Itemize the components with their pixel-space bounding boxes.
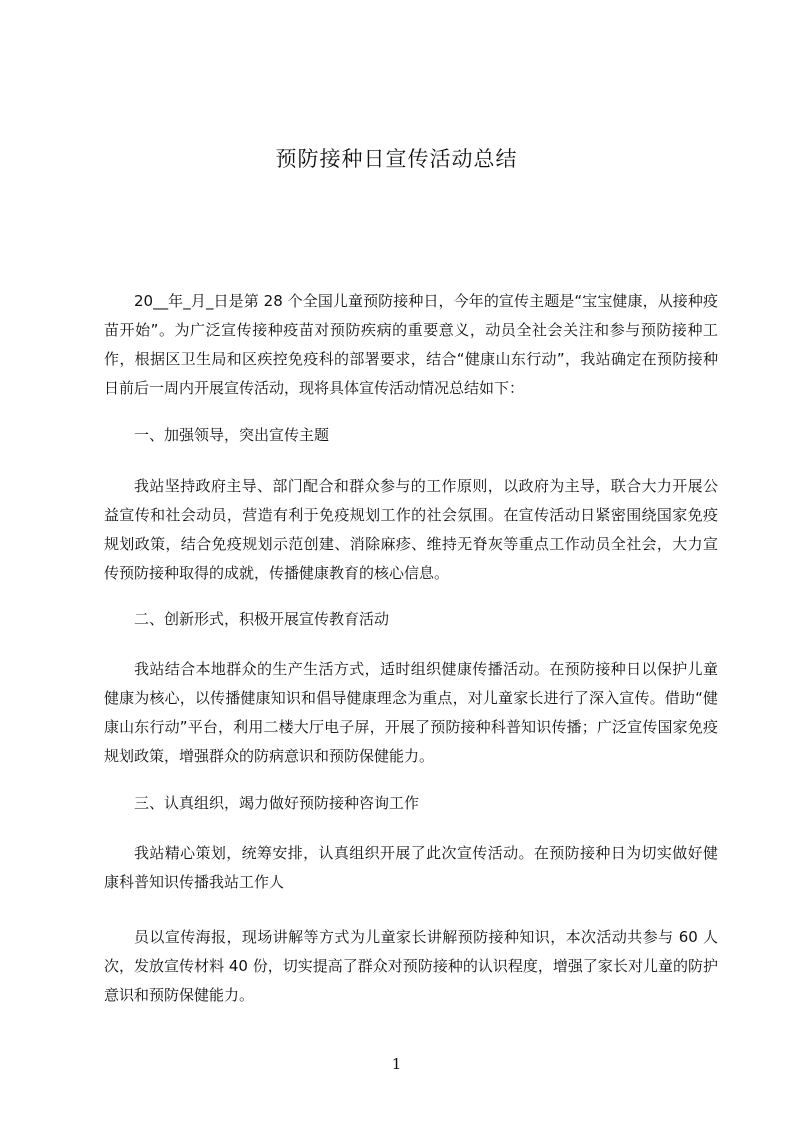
section-3-paragraph-2: 员以宣传海报，现场讲解等方式为儿童家长讲解预防接种知识，本次活动共参与 60 人次，发放宣传材料 40 份，切实提高了群众对预防接种的认识程度，增强了家长对儿童的防护意识和预防保健能力。 xyxy=(104,928,718,1004)
section-2-paragraph: 我站结合本地群众的生产生活方式，适时组织健康传播活动。在预防接种日以保护儿童健康为核心，以传播健康知识和倡导健康理念为重点，对儿童家长进行了深入宣传。借助“健康山东行动”平台，利用二楼大厅电子屏，开展了预防接种科普知识传播；广泛宣传国家免疫规划政策，增强群众的防病意识和预防保健能力。 xyxy=(104,660,718,765)
section-3-heading: 三、认真组织，竭力做好预防接种咨询工作 xyxy=(134,794,420,812)
intro-paragraph: 20__年_月_日是第 28 个全国儿童预防接种日，今年的宣传主题是“宝宝健康，从接种疫苗开始”。为广泛宣传接种疫苗对预防疾病的重要意义，动员全社会关注和参与预防接种工作，根据区卫生局和区疾控免疫科的部署要求，结合“健康山东行动”，我站确定在预防接种日前后一周内开展宣传活动，现将具体宣传活动情况总结如下： xyxy=(104,292,718,397)
section-1-heading: 一、加强领导，突出宣传主题 xyxy=(134,426,330,444)
section-2-heading: 二、创新形式，积极开展宣传教育活动 xyxy=(134,610,390,628)
section-3-paragraph-1: 我站精心策划，统筹安排，认真组织开展了此次宣传活动。在预防接种日为切实做好健康科普知识传播我站工作人 xyxy=(104,844,718,891)
section-1-paragraph: 我站坚持政府主导、部门配合和群众参与的工作原则，以政府为主导，联合大力开展公益宣传和社会动员，营造有利于免疫规划工作的社会氛围。在宣传活动日紧密围绕国家免疫规划政策，结合免疫规划示范创建、消除麻疹、维持无脊灰等重点工作动员全社会，大力宣传预防接种取得的成就，传播健康教育的核心信息。 xyxy=(104,477,718,582)
page-title: 预防接种日宣传活动总结 xyxy=(275,147,518,171)
page-number: 1 xyxy=(391,1055,402,1073)
